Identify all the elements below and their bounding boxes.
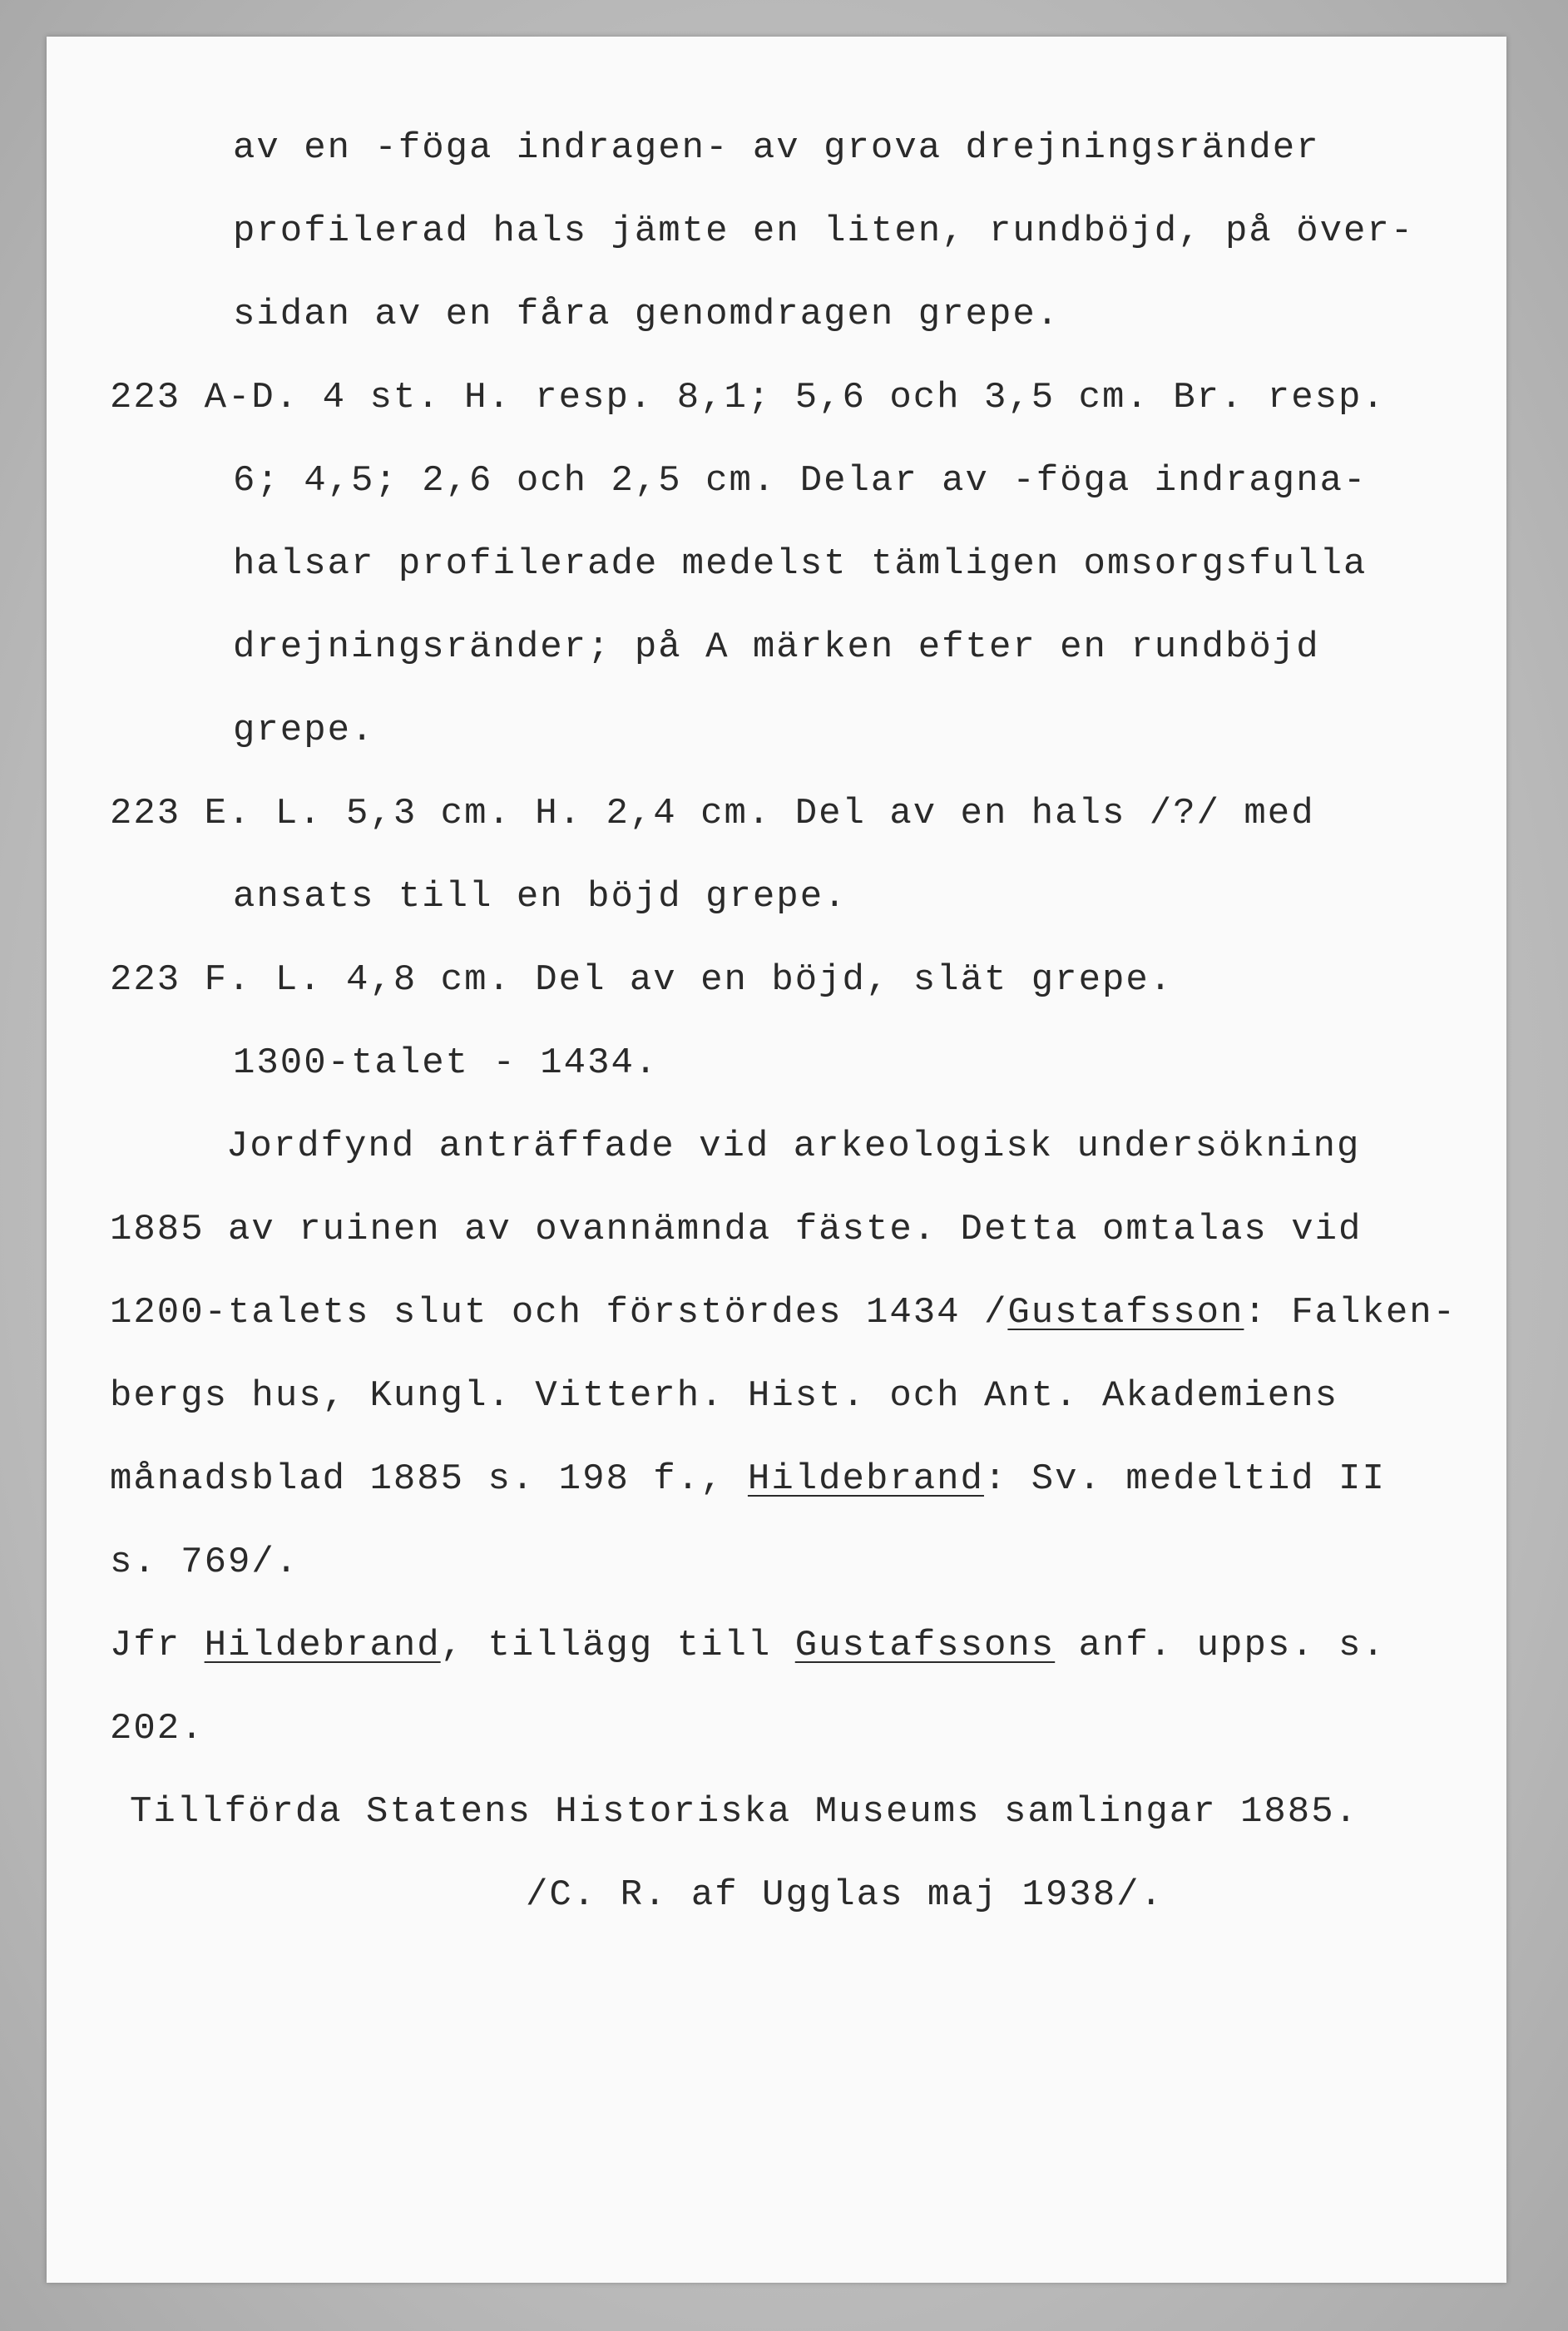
text-line: grepe. — [233, 710, 375, 751]
author-reference: Gustafssons — [794, 1625, 1056, 1666]
text-line: halsar profilerade medelst tämligen omsorgsfulla — [233, 543, 1368, 585]
text-segment: : Sv. medeltid II — [983, 1458, 1386, 1500]
text-line — [110, 1454, 1386, 1504]
text-line: 202. — [110, 1708, 205, 1749]
text-line: bergs hus, Kungl. Vitterh. Hist. och Ant. Akademiens — [110, 1375, 1339, 1417]
text-line: s. 769/. — [110, 1542, 299, 1583]
text-segment: , tillägg till — [440, 1625, 795, 1666]
text-segment: : Falken- — [1244, 1292, 1457, 1334]
text-segment: Jfr — [110, 1625, 205, 1666]
text-line — [110, 1621, 1386, 1670]
text-line: 6; 4,5; 2,6 och 2,5 cm. Delar av -föga indragna- — [233, 460, 1368, 502]
text-line: sidan av en fåra genomdragen grepe. — [233, 294, 1061, 335]
text-line: 1885 av ruinen av ovannämnda fäste. Detta omtalas vid — [110, 1209, 1363, 1250]
text-line: av en -föga indragen- av grova drejningsränder — [233, 127, 1320, 169]
signature-line: /C. R. af Ugglas maj 1938/. — [526, 1874, 1164, 1916]
text-line: drejningsränder; på A märken efter en rundböjd — [233, 626, 1320, 668]
dating-line: 1300-talet - 1434. — [233, 1042, 659, 1084]
catalog-entry-223-a-d: 223 A-D. 4 st. H. resp. 8,1; 5,6 och 3,5 cm. Br. resp. — [110, 377, 1386, 418]
text-line: profilerad hals jämte en liten, rundböjd, på över- — [233, 210, 1415, 252]
text-line — [110, 1288, 1457, 1338]
text-segment: månadsblad 1885 s. 198 f., — [110, 1458, 748, 1500]
author-reference: Hildebrand — [747, 1458, 984, 1500]
text-line: Jordfynd anträffade vid arkeologisk undersökning — [226, 1126, 1361, 1167]
author-reference: Gustafsson — [1007, 1292, 1244, 1334]
archive-card — [47, 37, 1506, 2283]
text-segment: 1200-talets slut och förstördes 1434 / — [110, 1292, 1008, 1334]
provenance-line: Tillförda Statens Historiska Museums samlingar 1885. — [130, 1791, 1359, 1833]
catalog-entry-223-f: 223 F. L. 4,8 cm. Del av en böjd, slät grepe. — [110, 959, 1174, 1001]
author-reference: Hildebrand — [204, 1625, 441, 1666]
catalog-entry-223-e: 223 E. L. 5,3 cm. H. 2,4 cm. Del av en hals /?/ med — [110, 793, 1315, 834]
text-segment: anf. upps. s. — [1055, 1625, 1386, 1666]
text-line: ansats till en böjd grepe. — [233, 876, 848, 918]
